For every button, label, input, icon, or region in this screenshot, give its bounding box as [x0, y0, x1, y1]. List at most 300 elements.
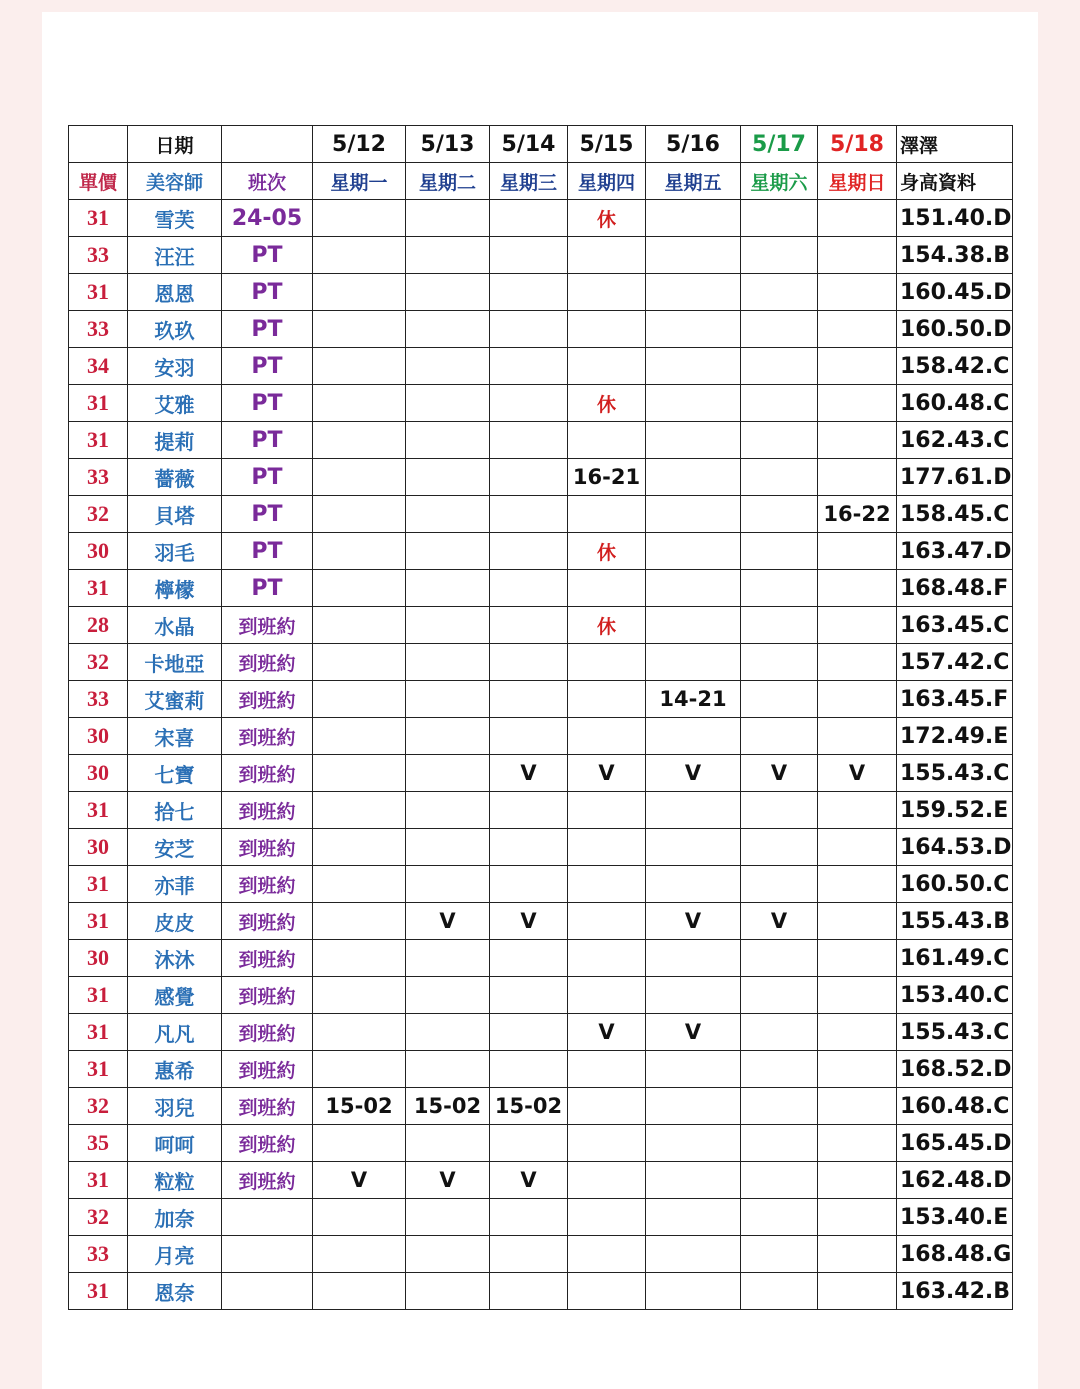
shift-cell: 到班約 [222, 681, 313, 718]
shift-cell: PT [222, 274, 313, 311]
day-cell [568, 903, 646, 940]
day-cell [568, 1162, 646, 1199]
day-cell [313, 1014, 406, 1051]
day-cell [490, 607, 568, 644]
name-cell: 月亮 [128, 1236, 222, 1273]
height-cell: 155.43.C [897, 755, 1013, 792]
day-cell [646, 607, 741, 644]
table-row [69, 1199, 1013, 1236]
price-cell: 30 [69, 829, 128, 866]
weekday-cell: 星期一 [313, 163, 406, 200]
day-cell [818, 903, 897, 940]
height-cell: 160.45.D [897, 274, 1013, 311]
day-cell [741, 977, 818, 1014]
price-cell: 31 [69, 977, 128, 1014]
name-cell: 薔薇 [128, 459, 222, 496]
price-header: 單價 [69, 163, 128, 200]
height-cell: 154.38.B [897, 237, 1013, 274]
day-cell [646, 496, 741, 533]
day-cell: V [490, 903, 568, 940]
day-cell: 15-02 [490, 1088, 568, 1125]
day-cell [818, 1273, 897, 1310]
day-cell [406, 385, 490, 422]
shift-cell: 到班約 [222, 1125, 313, 1162]
day-cell: V [646, 755, 741, 792]
name-cell: 凡凡 [128, 1014, 222, 1051]
day-cell [313, 977, 406, 1014]
day-cell [568, 422, 646, 459]
day-cell [741, 237, 818, 274]
day-cell [406, 607, 490, 644]
column-header-row [69, 163, 1013, 200]
price-cell: 31 [69, 866, 128, 903]
day-cell [490, 866, 568, 903]
day-cell [646, 311, 741, 348]
day-cell [818, 1051, 897, 1088]
day-cell [646, 422, 741, 459]
height-cell: 177.61.D [897, 459, 1013, 496]
table-row [69, 422, 1013, 459]
table-row [69, 644, 1013, 681]
day-cell [646, 829, 741, 866]
height-cell: 162.48.D [897, 1162, 1013, 1199]
day-cell [818, 718, 897, 755]
day-cell [490, 385, 568, 422]
name-cell: 恩奈 [128, 1273, 222, 1310]
day-cell [818, 570, 897, 607]
day-cell [568, 1273, 646, 1310]
table-row [69, 496, 1013, 533]
height-cell: 155.43.B [897, 903, 1013, 940]
day-cell [741, 792, 818, 829]
day-cell [313, 903, 406, 940]
day-cell [646, 459, 741, 496]
day-cell [313, 1125, 406, 1162]
height-cell: 158.42.C [897, 348, 1013, 385]
day-cell [741, 681, 818, 718]
price-cell: 31 [69, 792, 128, 829]
name-cell: 玖玖 [128, 311, 222, 348]
day-cell [490, 977, 568, 1014]
day-cell [646, 718, 741, 755]
shift-cell: 到班約 [222, 977, 313, 1014]
date-header-row [69, 126, 1013, 163]
day-cell [406, 533, 490, 570]
height-cell: 157.42.C [897, 644, 1013, 681]
day-cell [406, 1051, 490, 1088]
day-cell [313, 533, 406, 570]
shift-cell: 24-05 [222, 200, 313, 237]
day-cell [490, 1125, 568, 1162]
name-cell: 艾雅 [128, 385, 222, 422]
name-cell: 拾七 [128, 792, 222, 829]
day-cell [741, 1199, 818, 1236]
day-off-cell: 休 [568, 200, 646, 237]
price-cell: 31 [69, 1162, 128, 1199]
date-cell-sunday: 5/18 [818, 126, 897, 163]
day-cell [313, 348, 406, 385]
table-row [69, 311, 1013, 348]
day-cell [313, 940, 406, 977]
blank-cell [222, 126, 313, 163]
day-cell [646, 237, 741, 274]
shift-cell: 到班約 [222, 1162, 313, 1199]
price-cell: 33 [69, 681, 128, 718]
shift-cell: PT [222, 533, 313, 570]
day-cell [818, 607, 897, 644]
price-cell: 31 [69, 903, 128, 940]
day-cell [818, 940, 897, 977]
day-cell [313, 459, 406, 496]
day-cell: V [818, 755, 897, 792]
day-cell [406, 1199, 490, 1236]
day-cell [646, 644, 741, 681]
day-cell [741, 829, 818, 866]
day-cell [818, 533, 897, 570]
height-cell: 168.48.F [897, 570, 1013, 607]
day-cell [313, 1199, 406, 1236]
day-off-cell: 休 [568, 385, 646, 422]
height-cell: 160.48.C [897, 1088, 1013, 1125]
price-cell: 33 [69, 311, 128, 348]
day-cell [313, 681, 406, 718]
day-cell [741, 570, 818, 607]
day-cell [490, 1051, 568, 1088]
day-cell [490, 496, 568, 533]
day-cell [741, 1273, 818, 1310]
name-cell: 雪芙 [128, 200, 222, 237]
day-cell: V [490, 755, 568, 792]
name-cell: 檸檬 [128, 570, 222, 607]
day-cell [568, 311, 646, 348]
price-cell: 31 [69, 385, 128, 422]
day-cell [406, 1236, 490, 1273]
shift-header: 班次 [222, 163, 313, 200]
day-cell [741, 1014, 818, 1051]
name-cell: 粒粒 [128, 1162, 222, 1199]
day-cell [406, 644, 490, 681]
day-cell [568, 718, 646, 755]
name-cell: 亦菲 [128, 866, 222, 903]
height-cell: 164.53.D [897, 829, 1013, 866]
day-cell [818, 311, 897, 348]
day-cell [818, 792, 897, 829]
day-cell [741, 200, 818, 237]
table-row [69, 1162, 1013, 1199]
day-cell [490, 200, 568, 237]
height-cell: 165.45.D [897, 1125, 1013, 1162]
day-cell [646, 1088, 741, 1125]
day-cell [406, 792, 490, 829]
name-cell: 水晶 [128, 607, 222, 644]
price-cell: 33 [69, 459, 128, 496]
day-cell: 16-22 [818, 496, 897, 533]
shift-cell: 到班約 [222, 903, 313, 940]
price-cell: 30 [69, 940, 128, 977]
name-cell: 羽毛 [128, 533, 222, 570]
day-cell [406, 570, 490, 607]
day-cell: V [406, 1162, 490, 1199]
day-cell [818, 1162, 897, 1199]
price-cell: 30 [69, 533, 128, 570]
day-off-cell: 休 [568, 607, 646, 644]
day-cell [818, 1199, 897, 1236]
day-cell [741, 644, 818, 681]
shift-cell: 到班約 [222, 866, 313, 903]
day-cell [741, 274, 818, 311]
day-cell [568, 1088, 646, 1125]
day-cell [313, 1236, 406, 1273]
day-cell [406, 755, 490, 792]
day-cell [490, 570, 568, 607]
weekday-cell-saturday: 星期六 [741, 163, 818, 200]
person-label: 澤澤 [897, 126, 1013, 163]
table-row [69, 829, 1013, 866]
weekday-cell: 星期五 [646, 163, 741, 200]
price-cell: 32 [69, 644, 128, 681]
day-cell [568, 1125, 646, 1162]
day-cell [490, 829, 568, 866]
day-cell [741, 533, 818, 570]
day-cell [490, 1014, 568, 1051]
weekday-cell: 星期三 [490, 163, 568, 200]
day-cell [406, 1273, 490, 1310]
price-cell: 35 [69, 1125, 128, 1162]
day-cell [490, 644, 568, 681]
table-row [69, 1051, 1013, 1088]
day-cell: V [568, 755, 646, 792]
day-cell [646, 792, 741, 829]
day-cell [490, 348, 568, 385]
table-row [69, 459, 1013, 496]
day-cell [818, 829, 897, 866]
day-cell [490, 718, 568, 755]
day-cell [406, 348, 490, 385]
day-cell [490, 1273, 568, 1310]
price-cell: 28 [69, 607, 128, 644]
price-cell: 30 [69, 718, 128, 755]
height-cell: 168.52.D [897, 1051, 1013, 1088]
day-cell [568, 1051, 646, 1088]
day-cell [818, 200, 897, 237]
shift-cell: PT [222, 311, 313, 348]
day-cell [313, 570, 406, 607]
day-cell: V [646, 1014, 741, 1051]
day-cell [818, 977, 897, 1014]
day-cell [406, 940, 490, 977]
day-cell [406, 274, 490, 311]
day-cell [313, 237, 406, 274]
height-cell: 158.45.C [897, 496, 1013, 533]
day-cell [568, 496, 646, 533]
table-row [69, 1236, 1013, 1273]
table-row [69, 1088, 1013, 1125]
name-cell: 恩恩 [128, 274, 222, 311]
date-cell: 5/13 [406, 126, 490, 163]
height-cell: 163.45.C [897, 607, 1013, 644]
day-cell [818, 274, 897, 311]
height-cell: 161.49.C [897, 940, 1013, 977]
day-cell: V [313, 1162, 406, 1199]
name-cell: 卡地亞 [128, 644, 222, 681]
price-cell: 31 [69, 422, 128, 459]
shift-cell: PT [222, 385, 313, 422]
day-cell [568, 1236, 646, 1273]
day-cell [313, 718, 406, 755]
day-cell: V [490, 1162, 568, 1199]
height-cell: 153.40.E [897, 1199, 1013, 1236]
height-cell: 163.42.B [897, 1273, 1013, 1310]
day-cell [818, 644, 897, 681]
day-cell [646, 274, 741, 311]
day-cell: 15-02 [406, 1088, 490, 1125]
price-cell: 34 [69, 348, 128, 385]
date-cell: 5/12 [313, 126, 406, 163]
name-cell: 惠希 [128, 1051, 222, 1088]
day-cell [818, 1088, 897, 1125]
day-cell [741, 311, 818, 348]
day-cell [313, 200, 406, 237]
shift-cell: PT [222, 422, 313, 459]
day-cell [818, 237, 897, 274]
shift-cell: PT [222, 237, 313, 274]
day-cell [741, 866, 818, 903]
shift-cell [222, 1236, 313, 1273]
day-cell [490, 533, 568, 570]
day-cell [406, 829, 490, 866]
day-cell [490, 1236, 568, 1273]
day-cell [568, 237, 646, 274]
height-cell: 163.47.D [897, 533, 1013, 570]
day-cell [646, 533, 741, 570]
day-cell: V [646, 903, 741, 940]
day-cell [818, 1014, 897, 1051]
day-cell [313, 866, 406, 903]
name-cell: 艾蜜莉 [128, 681, 222, 718]
table-row [69, 940, 1013, 977]
day-cell [568, 1199, 646, 1236]
table-row [69, 903, 1013, 940]
shift-cell: PT [222, 459, 313, 496]
price-cell: 31 [69, 570, 128, 607]
day-cell [313, 496, 406, 533]
date-cell: 5/14 [490, 126, 568, 163]
table-row [69, 977, 1013, 1014]
day-cell [741, 1125, 818, 1162]
height-cell: 163.45.F [897, 681, 1013, 718]
date-cell-saturday: 5/17 [741, 126, 818, 163]
day-cell [646, 385, 741, 422]
name-cell: 加奈 [128, 1199, 222, 1236]
table-row [69, 1125, 1013, 1162]
day-cell [568, 977, 646, 1014]
height-cell: 160.50.C [897, 866, 1013, 903]
shift-cell: 到班約 [222, 1051, 313, 1088]
day-cell [313, 422, 406, 459]
day-cell [646, 1199, 741, 1236]
table-row [69, 200, 1013, 237]
day-cell: V [741, 755, 818, 792]
day-cell [818, 422, 897, 459]
shift-cell: 到班約 [222, 755, 313, 792]
day-cell [490, 274, 568, 311]
day-cell [490, 681, 568, 718]
day-cell [313, 1051, 406, 1088]
height-cell: 159.52.E [897, 792, 1013, 829]
name-cell: 羽兒 [128, 1088, 222, 1125]
day-cell [818, 385, 897, 422]
name-cell: 提莉 [128, 422, 222, 459]
day-cell [313, 385, 406, 422]
day-cell [646, 348, 741, 385]
day-cell [741, 348, 818, 385]
table-row [69, 274, 1013, 311]
name-cell: 貝塔 [128, 496, 222, 533]
day-cell [313, 755, 406, 792]
schedule-table [68, 125, 1013, 1310]
date-cell: 5/16 [646, 126, 741, 163]
day-cell [406, 459, 490, 496]
price-cell: 32 [69, 1088, 128, 1125]
height-cell: 162.43.C [897, 422, 1013, 459]
name-cell: 感覺 [128, 977, 222, 1014]
day-cell [406, 311, 490, 348]
day-cell [741, 1162, 818, 1199]
table-row [69, 385, 1013, 422]
height-cell: 153.40.C [897, 977, 1013, 1014]
day-cell: V [406, 903, 490, 940]
name-cell: 沐沐 [128, 940, 222, 977]
day-cell [568, 644, 646, 681]
date-cell: 5/15 [568, 126, 646, 163]
day-cell [406, 866, 490, 903]
shift-cell: 到班約 [222, 1014, 313, 1051]
shift-cell: PT [222, 496, 313, 533]
day-cell [406, 1125, 490, 1162]
day-cell [568, 940, 646, 977]
day-cell [313, 1273, 406, 1310]
day-cell [741, 1088, 818, 1125]
shift-cell: PT [222, 570, 313, 607]
day-cell [818, 1236, 897, 1273]
day-cell: 15-02 [313, 1088, 406, 1125]
day-cell [406, 496, 490, 533]
shift-cell: 到班約 [222, 1088, 313, 1125]
date-label: 日期 [128, 126, 222, 163]
height-cell: 155.43.C [897, 1014, 1013, 1051]
table-row [69, 718, 1013, 755]
day-cell [818, 348, 897, 385]
shift-cell: 到班約 [222, 718, 313, 755]
weekday-cell-sunday: 星期日 [818, 163, 897, 200]
name-header: 美容師 [128, 163, 222, 200]
day-cell [741, 940, 818, 977]
table-row [69, 348, 1013, 385]
height-cell: 160.48.C [897, 385, 1013, 422]
shift-cell: 到班約 [222, 644, 313, 681]
day-cell [568, 570, 646, 607]
price-cell: 32 [69, 496, 128, 533]
day-cell [568, 681, 646, 718]
weekday-cell: 星期四 [568, 163, 646, 200]
day-off-cell: 休 [568, 533, 646, 570]
day-cell [741, 718, 818, 755]
day-cell [568, 348, 646, 385]
day-cell [406, 200, 490, 237]
day-cell [406, 681, 490, 718]
name-cell: 七寶 [128, 755, 222, 792]
table-row [69, 1014, 1013, 1051]
